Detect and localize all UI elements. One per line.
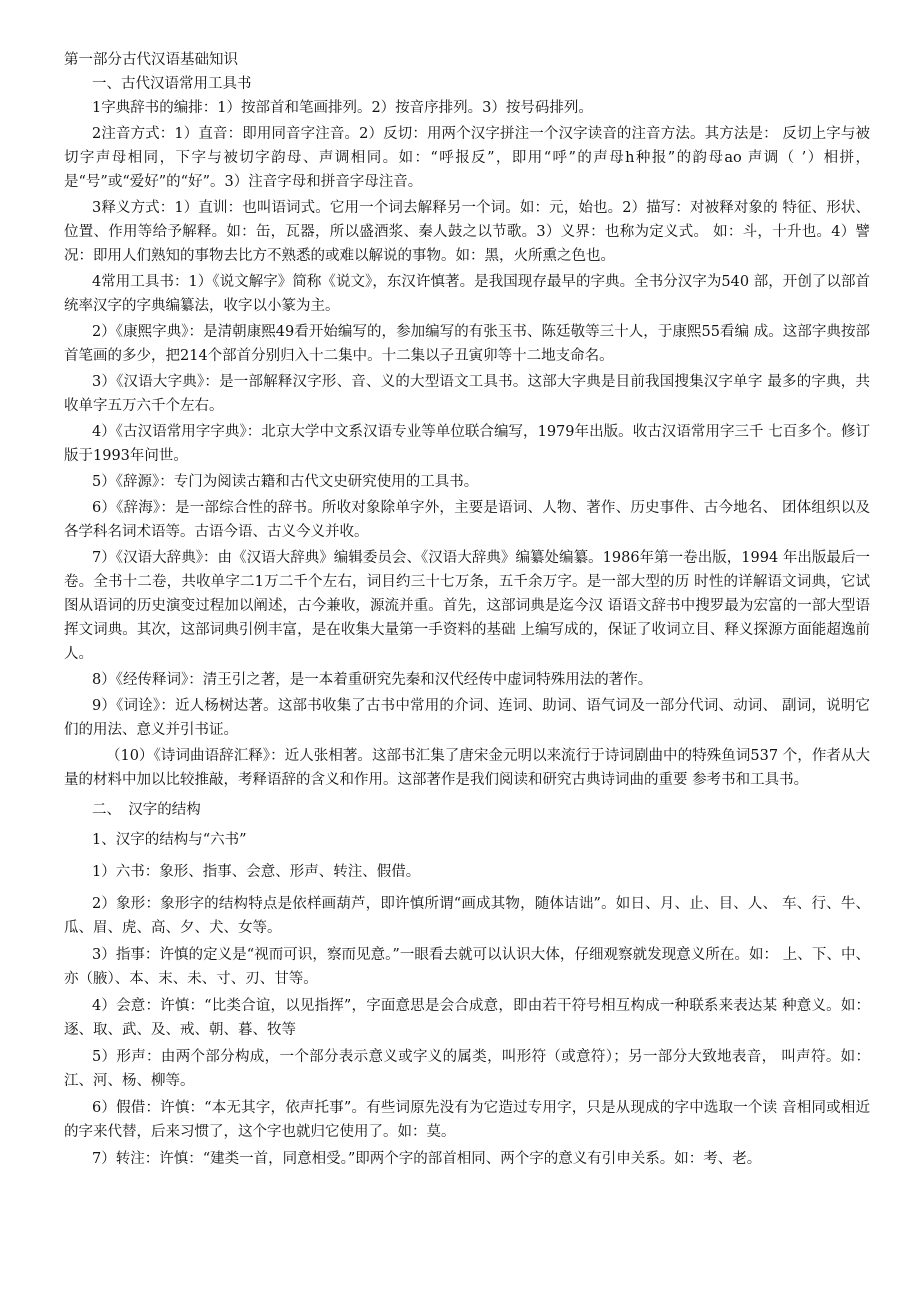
section-character-structure xyxy=(64,798,870,1171)
paragraph-ciyuan: 5）《辞源》：专门为阅读古籍和古代文史研究使用的工具书。 xyxy=(92,474,479,490)
paragraph-liushu: 1）六书：象形、指事、会意、形声、转注、假借。 xyxy=(92,864,421,880)
section-toolbooks xyxy=(64,72,870,792)
paragraph-jiajie: 6）假借：许慎：“本无其字，依声托事”。有些词原先没有为它造过专用字，只是从现成的字中选取一个读 音相同或相近的字来代替，后来习惯了，这个字也就归它使用了。如：莫。 xyxy=(64,1100,870,1140)
document-title: 第一部分古代汉语基础知识 xyxy=(64,52,238,68)
paragraph-definition-methods: 3释义方式：1）直训：也叫语词式。它用一个词去解释另一个词。如：元，始也。2）描写：对被释对象的 特征、形状、位置、作用等给予解释。如：缶，瓦器，所以盛酒浆、秦人鼓之以节歌。3）义界：也称为定义式。 如：斗，十升也。4）譬况：即用人们熟知的事物去比方不熟悉的或难以解说的事物。如：黑，火所熏之色也。 xyxy=(64,200,870,264)
paragraph-arrangement: 1字典辞书的编排：1）按部首和笔画排列。2）按音序排列。3）按号码排列。 xyxy=(92,100,593,116)
paragraph-shuowen: 4常用工具书：1）《说文解字》简称《说文》，东汉许慎著。是我国现存最早的字典。全书分汉字为540 部，开创了以部首统率汉字的字典编纂法，收字以小篆为主。 xyxy=(64,274,870,314)
paragraph-zhuanzhu: 7）转注：许慎：“建类一首，同意相受。”即两个字的部首相同、两个字的意义有引申关系。如：考、老。 xyxy=(92,1151,762,1167)
paragraph-hanyu-dacidian: 7）《汉语大辞典》：由《汉语大辞典》编辑委员会、《汉语大辞典》编纂处编纂。1986年第一卷出版，1994 年出版最后一卷。全书十二卷，共收单字二1万二千个左右，词目约三十七万条，五千余万字。是一部大型的历 时性的详解语文词典，它试图从语词的历史演变过程加以阐述，古今兼收，源流并重。首先，这部词典是迄今汉 语语文辞书中搜罗最为宏富的一部大型语挥文词典。其次，这部词典引例丰富，是在收集大量第一手资料的基础 上编写成的，保证了收词立目、释义探源方面能超逸前人。 xyxy=(64,550,870,662)
paragraph-shici-quyu: （10）《诗词曲语辞汇释》：近人张相著。这部书汇集了唐宋金元明以来流行于诗词剧曲中的特殊鱼词537 个，作者从大量的材料中加以比较推敲，考释语辞的含义和作用。这部著作是我们阅读和研究古典诗词曲的重要 参考书和工具书。 xyxy=(64,748,870,788)
paragraph-kangxi: 2）《康熙字典》：是清朝康熙49看开始编写的，参加编写的有张玉书、陈廷敬等三十人，于康熙55看编 成。这部字典按部首笔画的多少，把214个部首分别归入十二集中。十二集以子丑寅卯等十二地支命名。 xyxy=(64,324,870,364)
paragraph-zhishi: 3）指事：许慎的定义是“视而可识，察而见意。”一眼看去就可以认识大体，仔细观察就发现意义所在。如： 上、下、中、亦（腋）、本、末、未、寸、刃、甘等。 xyxy=(64,947,870,987)
section-heading: 二、 汉字的结构 xyxy=(92,802,201,818)
paragraph-cihai: 6）《辞海》：是一部综合性的辞书。所收对象除单字外，主要是语词、人物、著作、历史事件、古今地名、 团体组织以及各学科名词术语等。古语今语、古义今义并收。 xyxy=(64,500,870,540)
section-heading: 一、古代汉语常用工具书 xyxy=(92,76,252,92)
paragraph-huiyi: 4）会意：许慎：“比类合谊，以见指挥”，字面意思是会合成意，即由若干符号相互构成一种联系来表达某 种意义。如：逐、取、武、及、戒、朝、暮、牧等 xyxy=(64,998,870,1038)
paragraph-hanyu-dazidian: 3）《汉语大字典》：是一部解释汉字形、音、义的大型语文工具书。这部大字典是目前我国搜集汉字单字 最多的字典，共收单字五万六千个左右。 xyxy=(64,374,870,414)
paragraph-ciquan: 9）《词诠》：近人杨树达著。这部书收集了古书中常用的介词、连词、助词、语气词及一部分代词、动词、 副词，说明它们的用法、意义并引书证。 xyxy=(64,698,870,738)
document-page xyxy=(64,48,870,1174)
subsection-heading: 1、汉字的结构与“六书” xyxy=(92,832,247,848)
paragraph-phonetic-notation: 2注音方式：1）直音：即用同音字注音。2）反切：用两个汉字拼注一个汉字读音的注音方法。其方法是： 反切上字与被切字声母相同，下字与被切字韵母、声调相同。如：“呼报反”，即用“呼”的声母h种报”的韵母ao 声调（ ’）相拼，是“号”或“爱好”的“好”。3）注音字母和拼音字母注音。 xyxy=(64,126,870,190)
paragraph-jingzhuan-shici: 8）《经传释词》：清王引之著，是一本着重研究先秦和汉代经传中虚词特殊用法的著作。 xyxy=(92,672,653,688)
paragraph-xiangxing: 2）象形：象形字的结构特点是依样画葫芦，即许慎所谓“画成其物，随体诘诎”。如日、月、止、目、人、 车、行、牛、瓜、眉、虎、高、夕、犬、女等。 xyxy=(64,896,870,936)
paragraph-xingsheng: 5）形声：由两个部分构成，一个部分表示意义或字义的属类，叫形符（或意符）；另一部分大致地表音， 叫声符。如：江、河、杨、柳等。 xyxy=(64,1049,870,1089)
paragraph-guhanyu-zidian: 4）《古汉语常用字字典》：北京大学中文系汉语专业等单位联合编写，1979年出版。收古汉语常用字三千 七百多个。修订版于1993年问世。 xyxy=(64,424,870,464)
